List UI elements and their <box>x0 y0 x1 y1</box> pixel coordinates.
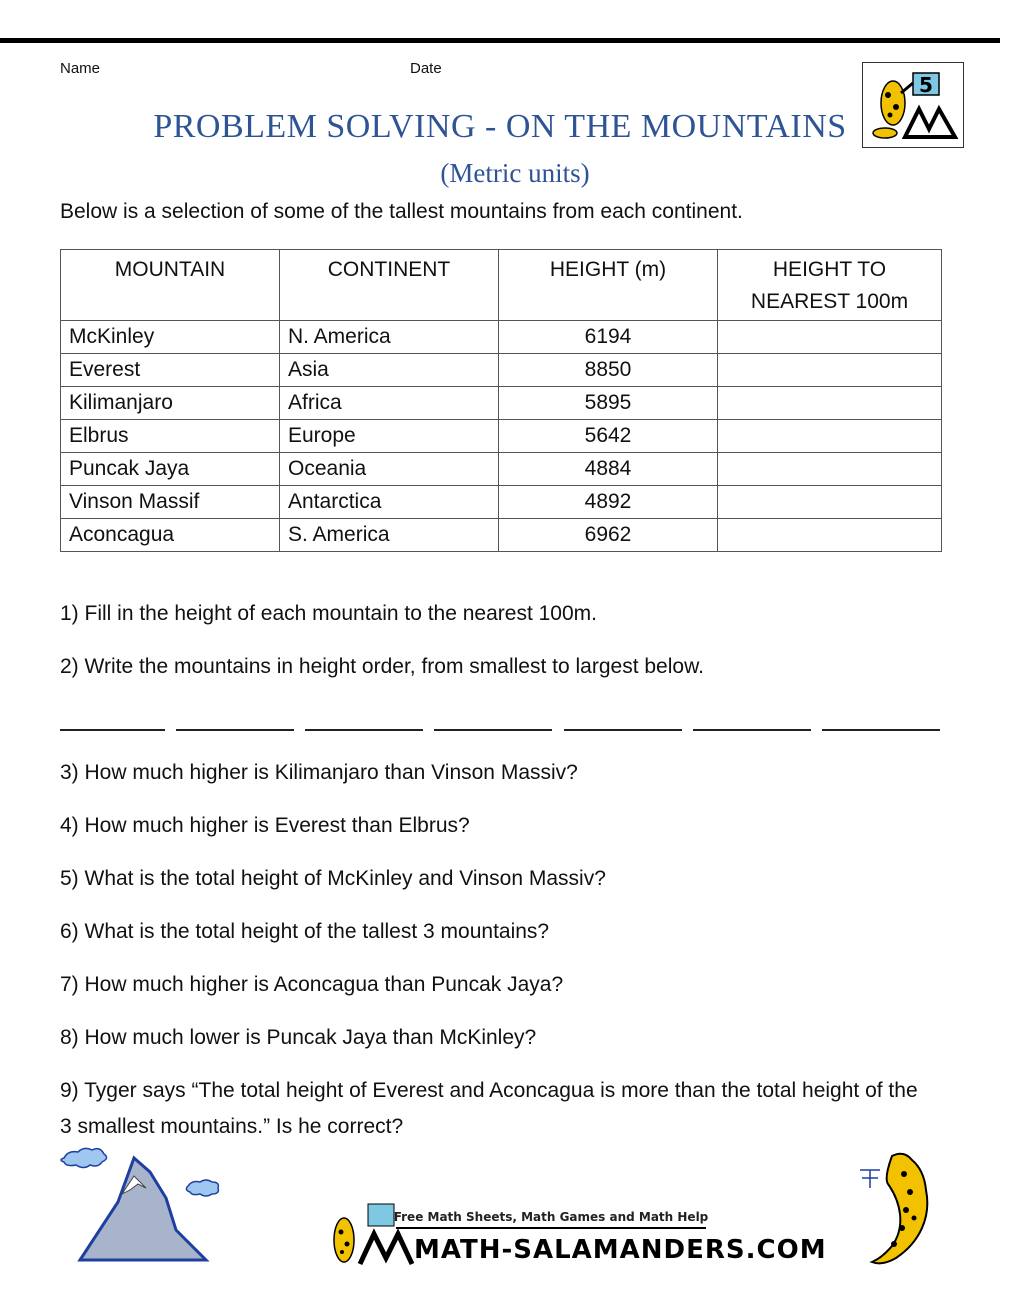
height-cell: 4892 <box>499 486 718 519</box>
question-7: 7) How much higher is Aconcagua than Puncak Jaya? <box>60 973 564 996</box>
order-blank-7[interactable] <box>822 707 940 731</box>
continent-cell: Asia <box>280 354 499 387</box>
height-cell: 6962 <box>499 519 718 552</box>
question-8: 8) How much lower is Puncak Jaya than McKinley? <box>60 1026 537 1049</box>
answer-cell[interactable] <box>718 420 942 453</box>
page-title: PROBLEM SOLVING - ON THE MOUNTAINS <box>153 108 847 145</box>
height-cell: 4884 <box>499 453 718 486</box>
continent-cell: Antarctica <box>280 486 499 519</box>
answer-cell[interactable] <box>718 453 942 486</box>
order-blank-5[interactable] <box>564 707 682 731</box>
date-label: Date <box>410 60 442 77</box>
answer-cell[interactable] <box>718 387 942 420</box>
continent-cell: N. America <box>280 321 499 354</box>
mountain-cell: Puncak Jaya <box>61 453 280 486</box>
mountain-illustration-icon <box>58 1150 228 1266</box>
table-row <box>61 354 942 387</box>
continent-cell: S. America <box>280 519 499 552</box>
top-rule <box>0 38 1000 43</box>
footer-logo <box>326 1200 827 1270</box>
mountain-cell: Everest <box>61 354 280 387</box>
table-row <box>61 486 942 519</box>
height-cell: 6194 <box>499 321 718 354</box>
footer-tagline: Free Math Sheets, Math Games and Math Help <box>393 1210 709 1224</box>
header-continent: CONTINENT <box>280 250 499 321</box>
table-header-row <box>61 250 942 321</box>
order-blank-6[interactable] <box>693 707 811 731</box>
continent-cell: Africa <box>280 387 499 420</box>
question-5: 5) What is the total height of McKinley and Vinson Massiv? <box>60 867 606 890</box>
question-3: 3) How much higher is Kilimanjaro than Vinson Massiv? <box>60 761 578 784</box>
mountain-cell: Vinson Massif <box>61 486 280 519</box>
header-mountain: MOUNTAIN <box>61 250 280 321</box>
table-row <box>61 387 942 420</box>
order-blank-3[interactable] <box>305 707 423 731</box>
answer-cell[interactable] <box>718 321 942 354</box>
page-subtitle: (Metric units) <box>440 158 590 188</box>
math-salamanders-logo-icon <box>326 1200 827 1270</box>
continent-cell: Oceania <box>280 453 499 486</box>
order-blank-1[interactable] <box>60 707 165 731</box>
order-blank-2[interactable] <box>176 707 294 731</box>
answer-cell[interactable] <box>718 486 942 519</box>
header-height-nearest: HEIGHT TO NEAREST 100m <box>718 250 942 321</box>
mountain-cell: Elbrus <box>61 420 280 453</box>
height-cell: 5642 <box>499 420 718 453</box>
mountains-table <box>60 249 942 552</box>
question-6: 6) What is the total height of the tallest 3 mountains? <box>60 920 550 943</box>
order-blank-4[interactable] <box>434 707 552 731</box>
table-row <box>61 453 942 486</box>
mountain-cell: McKinley <box>61 321 280 354</box>
question-9: 9) Tyger says “The total height of Everest and Aconcagua is more than the total height of the 3 smallest mountains.” Is he correct? <box>60 1079 918 1138</box>
height-cell: 5895 <box>499 387 718 420</box>
question-1: 1) Fill in the height of each mountain to the nearest 100m. <box>60 602 597 625</box>
question-4: 4) How much higher is Everest than Elbrus? <box>60 814 470 837</box>
table-row <box>61 321 942 354</box>
order-answer-blanks <box>60 707 940 731</box>
continent-cell: Europe <box>280 420 499 453</box>
intro-text: Below is a selection of some of the tallest mountains from each continent. <box>60 200 743 223</box>
table-row <box>61 420 942 453</box>
table-row <box>61 519 942 552</box>
header-height: HEIGHT (m) <box>499 250 718 321</box>
height-cell: 8850 <box>499 354 718 387</box>
grade-number: 5 <box>919 73 933 97</box>
answer-cell[interactable] <box>718 519 942 552</box>
mountain-cell: Aconcagua <box>61 519 280 552</box>
salamander-mascot-icon <box>852 1148 952 1270</box>
name-label: Name <box>60 60 101 77</box>
answer-cell[interactable] <box>718 354 942 387</box>
footer-site: MATH-SALAMANDERS.COM <box>414 1235 827 1265</box>
mountain-cell: Kilimanjaro <box>61 387 280 420</box>
question-2: 2) Write the mountains in height order, from smallest to largest below. <box>60 655 704 678</box>
